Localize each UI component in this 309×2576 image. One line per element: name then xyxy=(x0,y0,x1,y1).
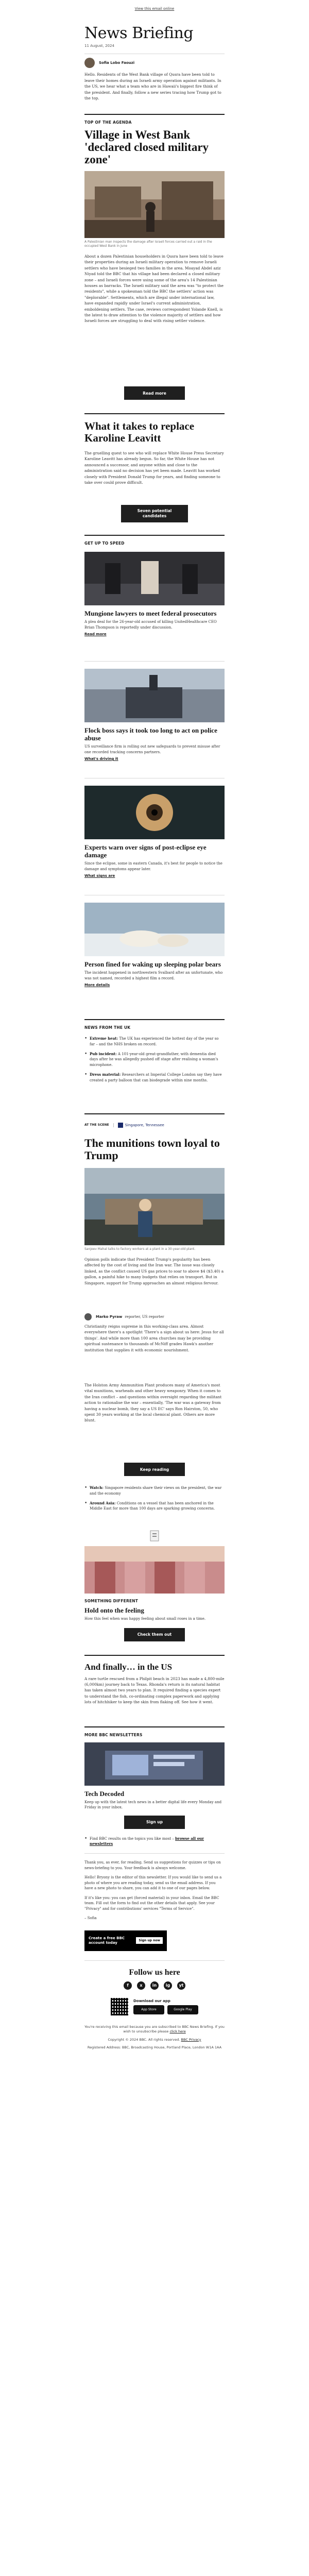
story-card-body: A plea deal for the 26-year-old accused of killing UnitedHealthcare CEO Brian Thompson is reportedly under discussion. xyxy=(84,620,217,630)
sponsored-photo-caption: Sanjeev Mahal talks to factory workers at a plant in a 30-year-old plant. xyxy=(84,1247,196,1251)
list-item[interactable]: • Pub incident: A 101-year-old great-grandfather, with dementia died days after he was allegedly pushed off stage after realising a woman's microphone. xyxy=(84,1052,225,1068)
something-different-photo[interactable] xyxy=(84,1546,225,1594)
google-play-button[interactable]: Google Play xyxy=(167,2005,198,2014)
unsubscribe-link[interactable]: click here xyxy=(169,2029,186,2034)
newsletter-promo-graphic xyxy=(84,1742,225,1786)
feature-body: The gruelling quest to see who will replace White House Press Secretary Karoline Leavitt has already begun. So far, the White House has not announced a successor, and anyone within and close to the administration said no decision has yet been made. Leavitt has worked closely with President Donald Trump for years, and finding someone to take over could prove difficult. xyxy=(84,451,224,485)
something-different-body: How this feel when was happy feeling about small roses in a time. xyxy=(84,1617,206,1621)
sponsored-bullets xyxy=(84,1485,225,1529)
ornament-icon xyxy=(149,1529,160,1543)
story-card xyxy=(84,669,225,778)
story-card xyxy=(84,903,225,1012)
newsletter-promo-photo[interactable] xyxy=(84,1742,225,1786)
list-item: • Find BBC results on the topics you like most – browse all our newsletters xyxy=(84,1836,225,1848)
sponsored-photo-graphic xyxy=(84,1168,225,1245)
sponsored-body: Opinion polls indicate that President Trump's popularity has been affected by the cost of living and the Iran war. The issue was closely linked, as the conflict caused US gas prices to soar to above $4 ($3.40) a gallon, a painful hike to many budgets that relies on transport. But in Singapore, support for Trump approaches an almost religious fervour. xyxy=(84,1257,224,1285)
section-label-news-uk: NEWS FROM THE UK xyxy=(84,1025,131,1030)
story-card-photo[interactable] xyxy=(84,903,225,956)
story-card-title[interactable]: Flock boss says it took too long to act on police abuse xyxy=(84,726,217,742)
ad-headline: Create a free BBC account today xyxy=(89,1936,125,1945)
story-card xyxy=(84,786,225,895)
signoff-body-3: If it's like you: you can get (forced material) in your inbox. Email the BBC team. Fill out the form to find out the other details that apply. See your "Privacy" and for contributions' services "Terms of Service". xyxy=(84,1895,219,1911)
signoff-body-2: Hello! Bryony is the editor of this newsletter. If you would like to send us a photo of where you are reading today, send us the email address. If you have a new photo to share, you can add it to one of our pages below. xyxy=(84,1875,222,1891)
issue-date: 11 August, 2024 xyxy=(84,44,114,48)
signoff-name: – Sofia xyxy=(84,1916,97,1921)
divider-ornament xyxy=(84,1529,225,1546)
app-store-button[interactable]: App Store xyxy=(133,2005,164,2014)
author-name: Sofia Lobo Faouzi xyxy=(99,61,135,65)
footer-unsubscribe: You're receiving this email because you are subscribed to BBC News Briefing. If you wish to unsubscribe please click here xyxy=(84,2024,225,2034)
top-bar xyxy=(0,0,309,18)
app-download-label: Download our app xyxy=(133,1998,170,2003)
story-photo-graphic xyxy=(84,786,225,839)
lead-photo-caption: A Palestinian man inspects the damage after Israeli forces carried out a raid in the occupied West Bank in June xyxy=(84,240,212,248)
signoff-body-1: Thank you, as ever, for reading. Send us suggestions for quizzes or tips on news-briefing to you. Your feedback is always welcome. xyxy=(84,1860,221,1870)
facebook-icon[interactable]: f xyxy=(124,1981,132,1990)
story-card-title[interactable]: Experts warn over signs of post-eclipse eye damage xyxy=(84,843,207,859)
newsletter-note xyxy=(84,1836,225,1848)
reporter-byline xyxy=(84,1310,225,1324)
lead-headline[interactable]: Village in West Bank 'declared closed military zone' xyxy=(84,128,209,166)
sponsor-name: Singapore, Tennessee xyxy=(125,1123,164,1127)
lead-body: About a dozen Palestinian householders in Qusra have been told to leave their properties during an Israeli military operation to remove Israeli settlers who have besieged two families in the area. Moayad Abdel aziz Niyad told the BBC that his village had been declared a closed military zone – and Israeli forces were using some of the area's 14 Palestinian houses as barracks. The Israeli military said the area was "to protect the residents", while a spokesman told the BBC the settlers' action was "deplorable". Settlements, which are illegal under international law, have expanded rapidly under Israel's current administration, emboldening settlers. The case, reviews correspondent Yolande Knell, is the latest to draw attention to the violence majority of settlers and how Israeli forces are struggling to deal with rising settler violence. xyxy=(84,254,224,324)
story-photo-graphic xyxy=(84,552,225,605)
story-card-body: Since the eclipse, some in eastern Canada, it's best for people to notice the damage and symptoms appear later. xyxy=(84,861,222,871)
sponsor-bar xyxy=(84,1118,225,1132)
check-them-out-button[interactable]: Check them out xyxy=(124,1628,185,1641)
feature-candidates-button[interactable]: Seven potential candidates xyxy=(121,505,188,522)
story-card-title[interactable]: Mungione lawyers to meet federal prosecutors xyxy=(84,609,217,617)
reporter-role: reporter, US reporter xyxy=(125,1314,164,1319)
uk-news-list xyxy=(84,1036,225,1113)
flag-icon xyxy=(118,1123,123,1128)
lead-read-more-button[interactable]: Read more xyxy=(124,386,185,400)
story-card-photo[interactable] xyxy=(84,669,225,722)
browse-newsletters-link[interactable]: browse all our newsletters xyxy=(90,1836,204,1846)
reporter-name: Marko Pyraw xyxy=(96,1315,123,1319)
story-card-photo[interactable] xyxy=(84,552,225,605)
story-card-body: US surveillance firm is rolling out new safeguards to prevent misuse after one recorded tracking concerns partners. xyxy=(84,744,220,754)
qr-code-icon xyxy=(111,1998,128,2015)
list-item[interactable]: • Dress material: Researchers at Imperial College London say they have created a party balloon that can biodegrade within nine months. xyxy=(84,1072,225,1083)
story-card-link[interactable]: What signs are xyxy=(84,874,115,878)
sign-up-button[interactable]: Sign up xyxy=(124,1816,185,1829)
youtube-icon[interactable]: yt xyxy=(177,1981,185,1990)
author-avatar xyxy=(84,58,95,68)
privacy-link[interactable]: BBC Privacy xyxy=(181,2037,201,2042)
instagram-icon[interactable]: ig xyxy=(164,1981,172,1990)
story-card-link[interactable]: Read more xyxy=(84,632,107,636)
list-item[interactable]: • Watch: Singapore residents share their views on the president, the war and the economy xyxy=(84,1485,225,1497)
list-item[interactable]: • Extreme heat: The UK has experienced the hottest day of the year so far – and the NHS broken on record. xyxy=(84,1036,225,1047)
sponsored-photo[interactable] xyxy=(84,1168,225,1245)
story-card-photo[interactable] xyxy=(84,786,225,839)
sponsored-body-3: The Holston Army Ammunition Plant produces many of America's most vital munitions, warheads and other heavy weaponry. When it comes to the Iran conflict – and questions within oversight regarding the militant action to rationalise the war – essentially, 'The war was a gateway from having a nuclear bomb, they say a US EC' says Ron Hairston, 50, who spent 30 years working at the local chemical plant. Others are more blunt. xyxy=(84,1383,222,1423)
footer-copyright: Copyright © 2024 BBC. All rights reserved. BBC Privacy xyxy=(108,2037,201,2042)
lead-photo[interactable] xyxy=(84,171,225,238)
feature-headline[interactable]: What it takes to replace Karoline Leavitt xyxy=(84,420,195,444)
masthead xyxy=(84,18,225,54)
x-icon[interactable]: x xyxy=(137,1981,145,1990)
newsletter-promo-body: Keep up with the latest tech news in a better digital life every Monday and Friday in your inbox. xyxy=(84,1800,222,1809)
sponsored-body-2: Christianity reigns supreme in this working-class area. Almost everywhere there's a spotlight 'There's a sign about us here: Jesus for all things'. And while more than 100 area churches may be providing spiritual sustenance to thousands of McNiff grades Hawk's another institution that supplies it with economic nourishment. xyxy=(84,1324,224,1352)
finally-body: A rare turtle rescued from a Philpit beach in 2023 has made a 4,800-mile (6,000km) journey back to Texas. Rhonda's return is its natural habitat has taken almost two years to plan. It required finding a species expert to understand the fish, co-ordinating complex paperwork and applying lots of hitchhiker to keep the skin from flaking off. See how it went. xyxy=(84,1676,225,1705)
story-card-body: The incident happened in northwestern Svalbard after an unfortunate, who was not named, recorded a highest film a record. xyxy=(84,971,223,980)
section-label-something-different: SOMETHING DIFFERENT xyxy=(84,1599,139,1603)
list-item[interactable]: • Around Asia: Conditions on a vessel that has been anchored in the Middle East for more than 100 days are sparking growing concerns. xyxy=(84,1501,225,1512)
social-icons xyxy=(84,1981,225,1990)
section-label-get-up-to-speed: GET UP TO SPEED xyxy=(84,541,125,546)
newsletter-title: News Briefing xyxy=(84,24,194,42)
something-different-title[interactable]: Hold onto the feeling xyxy=(84,1606,144,1614)
footer-address: Registered Address: BBC, Broadcasting House, Portland Place, London W1A 1AA xyxy=(87,2045,222,2050)
story-card-link[interactable]: More details xyxy=(84,983,110,987)
story-photo-graphic xyxy=(84,903,225,956)
linkedin-icon[interactable]: in xyxy=(150,1981,159,1990)
follow-us-heading: Follow us here xyxy=(129,1968,180,1977)
story-card xyxy=(84,552,225,661)
something-different-graphic xyxy=(84,1546,225,1594)
section-label-top-agenda: TOP OF THE AGENDA xyxy=(84,120,132,125)
story-card-link[interactable]: What's driving it xyxy=(84,757,118,761)
keep-reading-button[interactable]: Keep reading xyxy=(124,1463,185,1476)
sponsor-at-label: AT THE SCENE xyxy=(84,1123,114,1127)
intro-text: Hello. Residents of the West Bank village of Qusra have been told to leave their homes during an Israeli army operation against militants. In the US, we hear what a team who are in Hawaii's biggest fire think of the president. And finally, follow a new series tracing how Trump got to the top. xyxy=(84,72,221,100)
newsletter-promo-title[interactable]: Tech Decoded xyxy=(84,1789,125,1798)
sponsored-headline[interactable]: The munitions town loyal to Trump xyxy=(84,1137,220,1162)
app-download xyxy=(84,1998,225,2015)
author-byline xyxy=(84,54,225,72)
finally-headline[interactable]: And finally… in the US xyxy=(84,1662,173,1672)
ad-cta[interactable]: Sign up now xyxy=(136,1937,163,1944)
account-ad-banner[interactable] xyxy=(84,1930,167,1951)
sponsor-logo xyxy=(118,1123,164,1128)
view-online-link[interactable]: View this email online xyxy=(134,7,175,11)
story-card-title[interactable]: Person fined for waking up sleeping polar bears xyxy=(84,960,221,968)
story-photo-graphic xyxy=(84,669,225,722)
reporter-avatar xyxy=(84,1313,92,1320)
lead-photo-graphic xyxy=(84,171,225,238)
section-label-more-newsletters: MORE BBC NEWSLETTERS xyxy=(84,1732,143,1737)
